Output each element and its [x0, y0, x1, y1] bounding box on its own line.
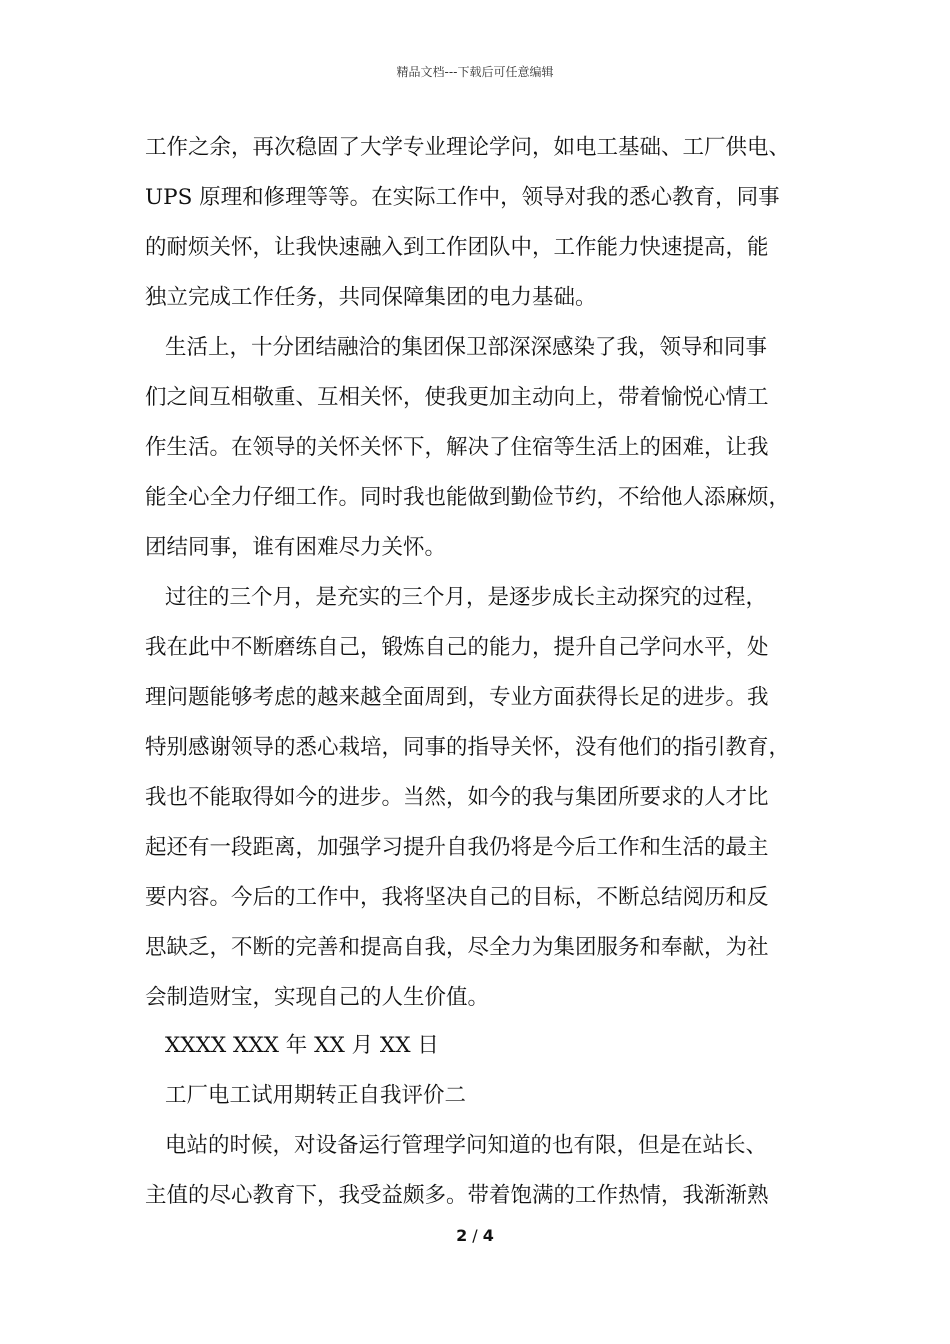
text-line: 电站的时候，对设备运行管理学问知道的也有限，但是在站长、 — [165, 1133, 768, 1158]
text-line: 思缺乏，不断的完善和提高自我，尽全力为集团服务和奉献，为社 — [145, 935, 769, 960]
text-line: 团结同事，谁有困难尽力关怀。 — [145, 535, 447, 560]
text-line: 独立完成工作任务，共同保障集团的电力基础。 — [145, 285, 597, 310]
text-line: 过往的三个月，是充实的三个月，是逐步成长主动探究的过程， — [165, 585, 768, 610]
text-line: 们之间互相敬重、互相关怀，使我更加主动向上，带着愉悦心情工 — [145, 385, 769, 410]
text-line: 起还有一段距离，加强学习提升自我仍将是今后工作和生活的最主 — [145, 835, 769, 860]
text-line: 我在此中不断磨练自己，锻炼自己的能力，提升自己学问水平，处 — [145, 635, 769, 660]
text-line: 要内容。今后的工作中，我将坚决自己的目标，不断总结阅历和反 — [145, 885, 769, 910]
text-line: UPS 原理和修理等等。在实际工作中，领导对我的悉心教育，同事 — [145, 185, 780, 210]
text-line: 理问题能够考虑的越来越全面周到，专业方面获得长足的进步。我 — [145, 685, 769, 710]
text-line: 能全心全力仔细工作。同时我也能做到勤俭节约，不给他人添麻烦， — [145, 485, 791, 510]
total-pages: 4 — [482, 1226, 494, 1245]
text-line: 工作之余，再次稳固了大学专业理论学问，如电工基础、工厂供电、 — [145, 135, 791, 160]
page-header: 精品文档---下载后可任意编辑 — [396, 65, 554, 79]
date-line: XXXX XXX 年 XX 月 XX 日 — [165, 1033, 439, 1058]
text-line: 作生活。在领导的关怀关怀下，解决了住宿等生活上的困难，让我 — [145, 435, 769, 460]
text-line: 会制造财宝，实现自己的人生价值。 — [145, 985, 490, 1010]
page-number — [0, 1226, 950, 1246]
current-page: 2 — [456, 1226, 468, 1245]
page-separator: / — [472, 1226, 478, 1245]
text-line: 生活上，十分团结融洽的集团保卫部深深感染了我，领导和同事 — [165, 335, 768, 360]
text-line: 我也不能取得如今的进步。当然，如今的我与集团所要求的人才比 — [145, 785, 769, 810]
text-line: 特别感谢领导的悉心栽培，同事的指导关怀，没有他们的指引教育， — [145, 735, 791, 760]
text-line: 主值的尽心教育下，我受益颇多。带着饱满的工作热情，我渐渐熟 — [145, 1183, 769, 1208]
section-title: 工厂电工试用期转正自我评价二 — [165, 1083, 467, 1108]
text-line: 的耐烦关怀，让我快速融入到工作团队中，工作能力快速提高，能 — [145, 235, 769, 260]
